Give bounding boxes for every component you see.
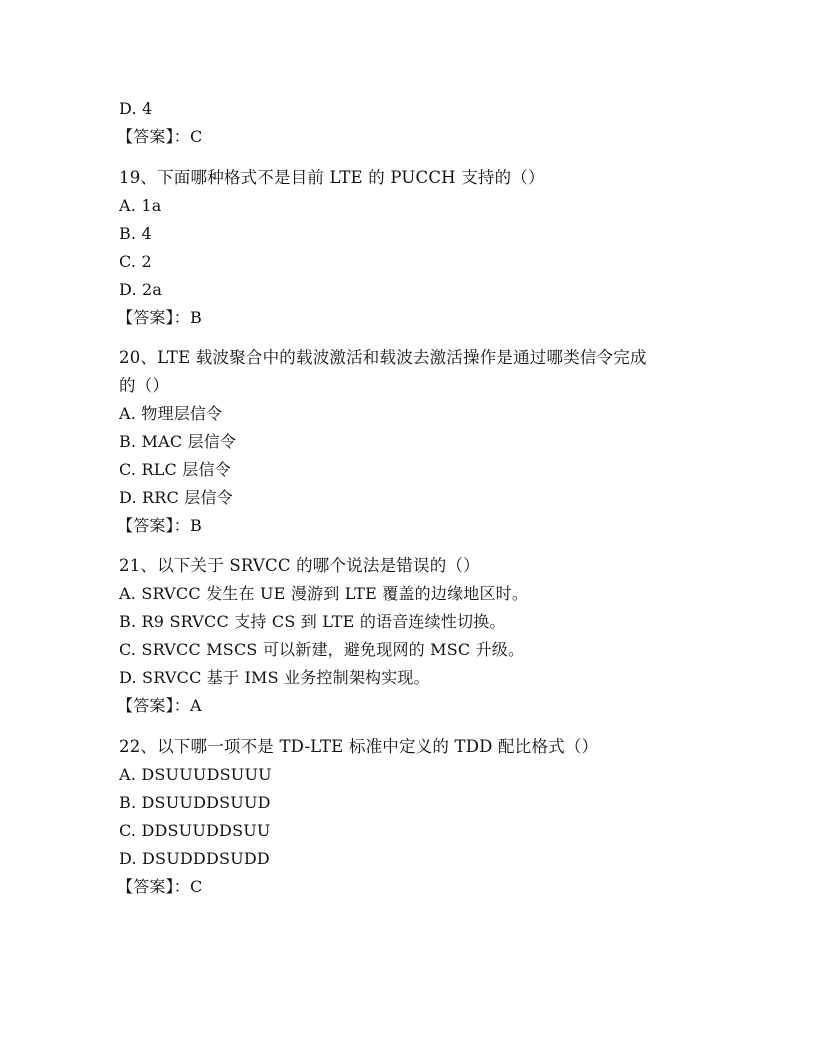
q21-option-a: A. SRVCC 发生在 UE 漫游到 LTE 覆盖的边缘地区时。 — [119, 584, 529, 603]
option-d-prev: D. 4 — [119, 99, 153, 118]
q19-option-b: B. 4 — [119, 224, 152, 243]
q19-option-c: C. 2 — [119, 252, 152, 271]
q22-option-c: C. DDSUUDDSUU — [119, 821, 271, 840]
question-20-continued: 的（） — [119, 376, 170, 395]
q22-answer: 【答案】：C — [117, 877, 203, 896]
q22-option-a: A. DSUUUDSUUU — [119, 765, 272, 784]
q19-option-d: D. 2a — [119, 280, 163, 299]
q20-option-c: C. RLC 层信令 — [119, 460, 231, 479]
q20-option-a: A. 物理层信令 — [119, 404, 223, 423]
q22-option-d: D. DSUDDDSUDD — [119, 849, 270, 868]
question-22: 22、以下哪一项不是 TD-LTE 标准中定义的 TDD 配比格式（） — [119, 737, 599, 756]
question-19: 19、下面哪种格式不是目前 LTE 的 PUCCH 支持的（） — [119, 168, 545, 187]
q21-option-b: B. R9 SRVCC 支持 CS 到 LTE 的语音连续性切换。 — [119, 612, 506, 631]
q22-option-b: B. DSUUDDSUUD — [119, 793, 271, 812]
question-21: 21、以下关于 SRVCC 的哪个说法是错误的（） — [119, 556, 480, 575]
q21-option-c: C. SRVCC MSCS 可以新建，避免现网的 MSC 升级。 — [119, 640, 525, 659]
question-20: 20、LTE 载波聚合中的载波激活和载波去激活操作是通过哪类信令完成 — [119, 348, 647, 367]
q20-option-d: D. RRC 层信令 — [119, 488, 233, 507]
q21-answer: 【答案】：A — [117, 696, 202, 715]
answer-prev: 【答案】：C — [117, 127, 203, 146]
q20-answer: 【答案】：B — [117, 516, 202, 535]
q19-option-a: A. 1a — [119, 196, 162, 215]
q20-option-b: B. MAC 层信令 — [119, 432, 237, 451]
q21-option-d: D. SRVCC 基于 IMS 业务控制架构实现。 — [119, 668, 430, 687]
q19-answer: 【答案】：B — [117, 308, 202, 327]
